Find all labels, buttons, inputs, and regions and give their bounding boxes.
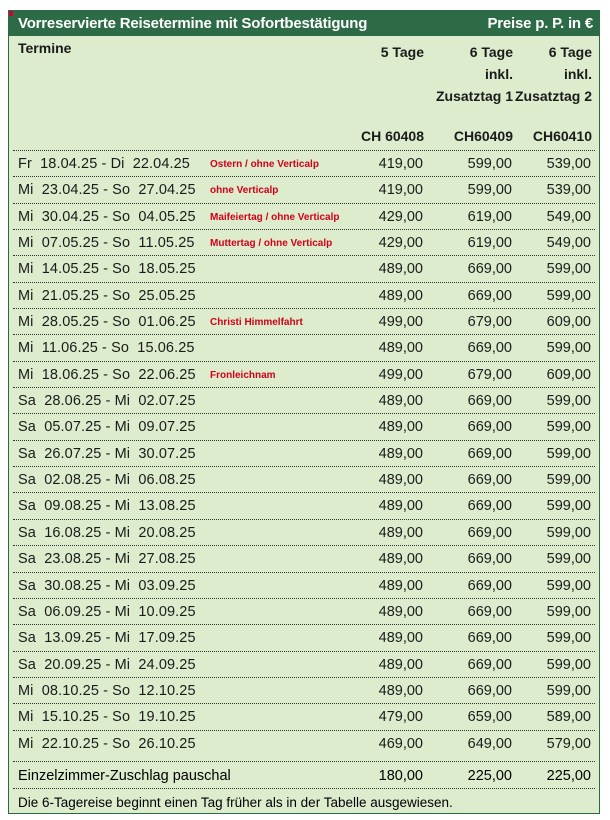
row-price-5-tage: 429,00: [378, 235, 423, 252]
footer-note: [13, 788, 595, 815]
table-title: Vorreservierte Reisetermine mit Sofortbestätigung: [18, 15, 368, 32]
row-price-6-tage-2: 539,00: [546, 156, 591, 172]
row-price-6-tage-2: 589,00: [546, 709, 591, 726]
row-price-6-tage-1: 669,00: [467, 498, 512, 515]
row-price-6-tage-1: 669,00: [467, 577, 512, 594]
row-price-6-tage-2: 609,00: [546, 366, 591, 383]
row-dates: Sa 28.06.25 - Mi 02.07.25: [18, 393, 196, 410]
row-price-6-tage-2: 599,00: [546, 287, 591, 304]
row-price-5-tage: 429,00: [378, 208, 423, 225]
header-col2-line3: Zusatztag 1: [435, 88, 513, 104]
row-price-6-tage-2: 599,00: [546, 261, 591, 278]
surcharge-price-6-tage-1: 225,00: [467, 768, 512, 784]
row-dates: Mi 28.05.25 - So 01.06.25: [18, 314, 196, 331]
table-row: [13, 387, 595, 413]
row-price-6-tage-2: 539,00: [546, 182, 591, 199]
row-price-5-tage: 489,00: [378, 551, 423, 568]
table-row: [13, 572, 595, 598]
table-row: [13, 229, 595, 255]
price-note: Preise p. P. in €: [487, 15, 593, 32]
column-header: [9, 36, 599, 150]
header-col-6-tage-1: [436, 41, 513, 107]
title-bar: [9, 11, 599, 36]
row-price-6-tage-2: 599,00: [546, 340, 591, 357]
row-price-5-tage: 489,00: [378, 603, 423, 620]
row-dates: Mi 30.04.25 - So 04.05.25: [18, 208, 196, 225]
table-row: [13, 519, 595, 545]
row-note: Maifeiertag / ohne Verticalp: [210, 211, 340, 223]
row-price-6-tage-1: 669,00: [467, 630, 512, 647]
row-note: Christi Himmelfahrt: [210, 317, 303, 329]
row-price-6-tage-2: 599,00: [546, 445, 591, 462]
table-row: [13, 361, 595, 387]
row-dates: Mi 22.10.25 - So 26.10.25: [18, 735, 196, 752]
row-price-6-tage-1: 669,00: [467, 551, 512, 568]
row-price-6-tage-1: 669,00: [467, 340, 512, 357]
table-row: [13, 255, 595, 281]
row-price-6-tage-2: 599,00: [546, 603, 591, 620]
header-col3-line1: 6 Tage: [548, 44, 592, 60]
header-col3-line3: Zusatztag 2: [514, 88, 592, 104]
row-price-6-tage-1: 669,00: [467, 287, 512, 304]
red-accent-mark: [9, 11, 13, 16]
row-dates: Mi 14.05.25 - So 18.05.25: [18, 261, 196, 278]
row-price-6-tage-2: 599,00: [546, 393, 591, 410]
row-price-6-tage-1: 599,00: [467, 156, 512, 172]
row-dates: Sa 16.08.25 - Mi 20.08.25: [18, 524, 196, 541]
row-price-5-tage: 469,00: [378, 735, 423, 752]
row-dates: Mi 15.10.25 - So 19.10.25: [18, 709, 196, 726]
row-price-5-tage: 419,00: [378, 156, 423, 172]
header-col1-code: CH 60408: [360, 128, 424, 144]
table-row: [13, 730, 595, 756]
row-price-6-tage-1: 619,00: [467, 208, 512, 225]
row-note: ohne Verticalp: [210, 185, 279, 197]
row-price-6-tage-1: 599,00: [467, 182, 512, 199]
row-price-5-tage: 489,00: [378, 445, 423, 462]
row-price-6-tage-2: 599,00: [546, 551, 591, 568]
header-col1-line1: 5 Tage: [380, 44, 424, 60]
row-price-6-tage-2: 609,00: [546, 314, 591, 331]
row-price-6-tage-2: 599,00: [546, 524, 591, 541]
header-col-6-tage-2: [515, 41, 592, 107]
row-price-5-tage: 419,00: [378, 182, 423, 199]
row-dates: Sa 05.07.25 - Mi 09.07.25: [18, 419, 196, 436]
row-price-5-tage: 489,00: [378, 630, 423, 647]
row-price-5-tage: 479,00: [378, 709, 423, 726]
surcharge-price-5-tage: 180,00: [378, 768, 423, 784]
row-note: Ostern / ohne Verticalp: [210, 159, 319, 170]
table-row: [13, 677, 595, 703]
header-col3-code: CH60410: [532, 128, 592, 144]
row-price-6-tage-2: 549,00: [546, 208, 591, 225]
row-dates: Mi 21.05.25 - So 25.05.25: [18, 287, 196, 304]
row-price-6-tage-2: 549,00: [546, 235, 591, 252]
row-price-6-tage-1: 669,00: [467, 472, 512, 489]
row-note: Muttertag / ohne Verticalp: [210, 238, 333, 250]
row-dates: Sa 06.09.25 - Mi 10.09.25: [18, 603, 196, 620]
row-dates: Mi 11.06.25 - So 15.06.25: [18, 340, 195, 357]
row-price-6-tage-2: 599,00: [546, 682, 591, 699]
row-price-5-tage: 489,00: [378, 261, 423, 278]
footer-text: Die 6-Tagereise beginnt einen Tag früher als in der Tabelle ausgewiesen.: [18, 795, 453, 810]
row-dates: Mi 08.10.25 - So 12.10.25: [18, 682, 196, 699]
row-price-6-tage-1: 669,00: [467, 393, 512, 410]
row-price-5-tage: 489,00: [378, 656, 423, 673]
table-row: [13, 492, 595, 518]
row-dates: Sa 13.09.25 - Mi 17.09.25: [18, 630, 196, 647]
table-row: [13, 413, 595, 439]
row-price-6-tage-1: 669,00: [467, 419, 512, 436]
row-price-6-tage-1: 669,00: [467, 656, 512, 673]
row-dates: Sa 30.08.25 - Mi 03.09.25: [18, 577, 196, 594]
row-price-5-tage: 489,00: [378, 472, 423, 489]
row-price-6-tage-2: 599,00: [546, 472, 591, 489]
row-price-6-tage-1: 669,00: [467, 445, 512, 462]
table-row: [13, 598, 595, 624]
row-price-6-tage-1: 679,00: [467, 314, 512, 331]
table-row: [13, 203, 595, 229]
header-col3-line2: inkl.: [563, 66, 592, 82]
row-price-6-tage-1: 679,00: [467, 366, 512, 383]
table-row: [13, 651, 595, 677]
row-note: Fronleichnam: [210, 369, 276, 381]
row-price-5-tage: 499,00: [378, 314, 423, 331]
row-price-6-tage-2: 599,00: [546, 577, 591, 594]
single-room-surcharge-row: [13, 761, 595, 789]
row-price-5-tage: 489,00: [378, 577, 423, 594]
row-price-6-tage-1: 649,00: [467, 735, 512, 752]
header-col2-line1: 6 Tage: [469, 44, 513, 60]
row-price-5-tage: 489,00: [378, 340, 423, 357]
surcharge-price-6-tage-2: 225,00: [546, 768, 591, 784]
row-dates: Fr 18.04.25 - Di 22.04.25: [18, 156, 190, 172]
row-dates: Mi 18.06.25 - So 22.06.25: [18, 366, 196, 383]
row-price-6-tage-1: 659,00: [467, 709, 512, 726]
row-price-6-tage-1: 619,00: [467, 235, 512, 252]
table-row: [13, 545, 595, 571]
row-price-6-tage-2: 599,00: [546, 630, 591, 647]
header-termine: Termine: [18, 40, 72, 56]
table-row: [13, 624, 595, 650]
row-price-6-tage-2: 599,00: [546, 656, 591, 673]
row-dates: Sa 09.08.25 - Mi 13.08.25: [18, 498, 196, 515]
row-price-5-tage: 489,00: [378, 682, 423, 699]
row-price-5-tage: 489,00: [378, 524, 423, 541]
surcharge-label: Einzelzimmer-Zuschlag pauschal: [18, 768, 231, 784]
row-price-6-tage-2: 579,00: [546, 735, 591, 752]
header-col-5-tage: [381, 41, 424, 63]
table-row: [13, 150, 595, 176]
row-price-6-tage-1: 669,00: [467, 524, 512, 541]
table-row: [13, 282, 595, 308]
row-price-5-tage: 489,00: [378, 498, 423, 515]
row-price-5-tage: 489,00: [378, 393, 423, 410]
row-price-5-tage: 489,00: [378, 287, 423, 304]
row-dates: Mi 23.04.25 - So 27.04.25: [18, 182, 196, 199]
date-rows: [13, 150, 595, 756]
row-price-6-tage-1: 669,00: [467, 682, 512, 699]
row-price-6-tage-2: 599,00: [546, 419, 591, 436]
header-col2-line2: inkl.: [484, 66, 513, 82]
row-price-6-tage-1: 669,00: [467, 603, 512, 620]
table-row: [13, 703, 595, 729]
table-row: [13, 176, 595, 202]
row-price-6-tage-2: 599,00: [546, 498, 591, 515]
row-dates: Sa 02.08.25 - Mi 06.08.25: [18, 472, 196, 489]
row-price-6-tage-1: 669,00: [467, 261, 512, 278]
row-price-5-tage: 489,00: [378, 419, 423, 436]
row-dates: Sa 20.09.25 - Mi 24.09.25: [18, 656, 196, 673]
price-table-card: [8, 10, 600, 814]
table-row: [13, 334, 595, 360]
table-row: [13, 308, 595, 334]
table-row: [13, 466, 595, 492]
row-dates: Sa 26.07.25 - Mi 30.07.25: [18, 445, 196, 462]
header-col2-code: CH60409: [453, 128, 513, 144]
table-row: [13, 440, 595, 466]
row-dates: Sa 23.08.25 - Mi 27.08.25: [18, 551, 196, 568]
row-price-5-tage: 499,00: [378, 366, 423, 383]
row-dates: Mi 07.05.25 - So 11.05.25: [18, 235, 195, 252]
